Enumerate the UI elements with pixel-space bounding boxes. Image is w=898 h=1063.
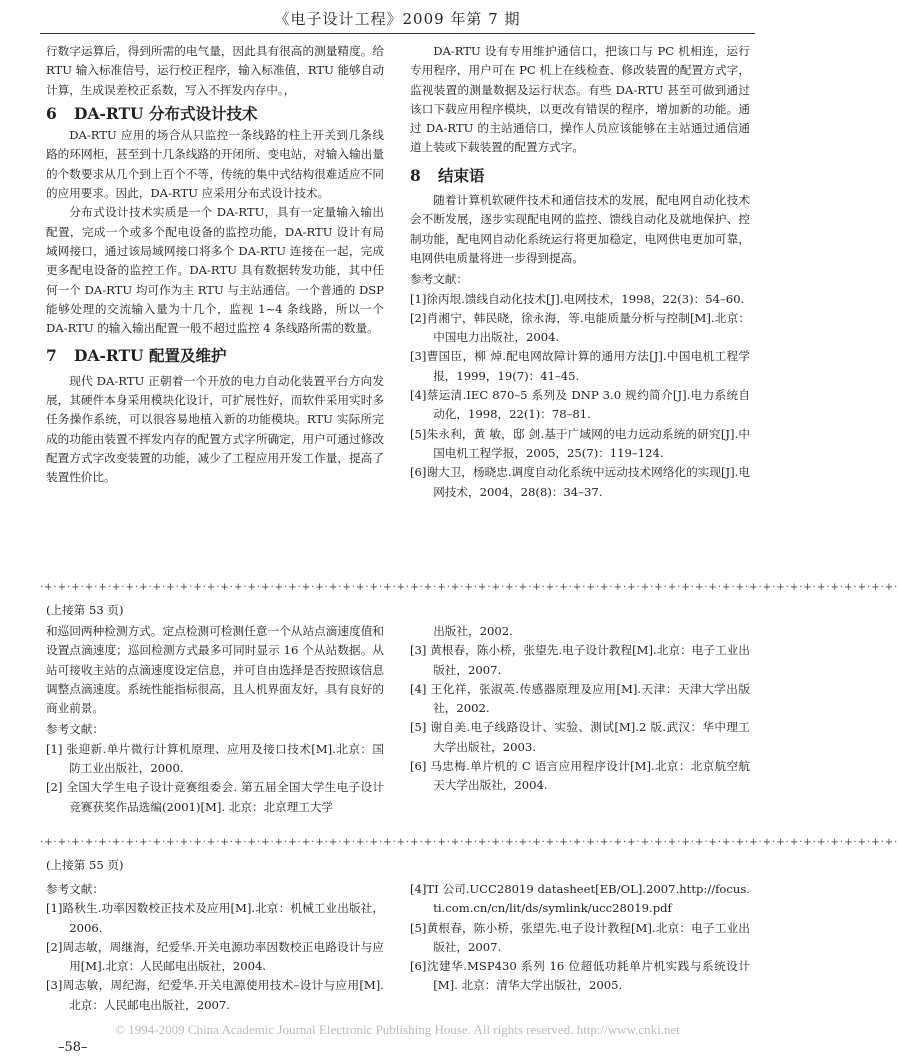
continued-paragraph: 行数字运算后，得到所需的电气量，因此具有很高的测量精度。给 RTU 输入标准信号，运行校正程序，输入标准值，RTU 能够自动计算，生成误差校正系数，写入不挥发内存中。， bbox=[46, 44, 384, 97]
reference-item: [2] 全国大学生电子设计竞赛组委会. 第五届全国大学生电子设计竞赛获奖作品选编(2001)[M]. 北京：北京理工大学 bbox=[46, 780, 384, 814]
references-title: 参考文献： bbox=[410, 272, 468, 287]
section-number: 7 bbox=[46, 346, 57, 366]
reference-item: [2]肖湘宁，韩民晓，徐永海，等.电能质量分析与控制[M].北京：中国电力出版社，2004. bbox=[410, 310, 750, 345]
reference-item: [6] 马忠梅.单片机的 C 语言应用程序设计[M].北京：北京航空航天大学出版社，2004. bbox=[410, 759, 750, 793]
reference-item: [3] 黄根春，陈小桥，张望先.电子设计教程[M].北京：电子工业出版社，2007. bbox=[410, 643, 750, 677]
section-6-heading bbox=[46, 104, 384, 123]
section-number: 6 bbox=[46, 103, 57, 123]
top-right-column bbox=[410, 42, 750, 502]
paragraph: 随着计算机软硬件技术和通信技术的发展，配电网自动化技术会不断发展，逐步实现配电网的监控、馈线自动化及就地保护、控制功能，配电网自动化系统运行将更加稳定，电网供电更加可靠，电网供电质量将进一步得到提高。 bbox=[410, 193, 750, 265]
references-title: 参考文献： bbox=[46, 722, 104, 737]
reference-item: [3]曹国臣，柳 焯.配电网故障计算的通用方法[J].中国电机工程学报，1999，19(7)：41–45. bbox=[410, 349, 750, 383]
reference-item: [5]朱永利，黄 敏，邸 剑.基于广域网的电力远动系统的研究[J].中国电机工程学报，2005，25(7)：119–124. bbox=[410, 426, 750, 460]
reference-item: [5] 谢自美.电子线路设计、实验、测试[M].2 版.武汉：华中理工大学出版社，2003. bbox=[410, 720, 750, 754]
reference-continuation: 出版社，2002. bbox=[433, 624, 513, 638]
reference-item: [3]周志敏，周纪海，纪爱华.开关电源使用技术–设计与应用[M].北京：人民邮电出版社，2007. bbox=[46, 978, 384, 1012]
continued-from-label: (上接第 53 页) bbox=[46, 603, 124, 617]
reference-item: [4]蔡运清.IEC 870–5 系列及 DNP 3.0 规约简介[J].电力系统自动化，1998，22(1)：78–81. bbox=[410, 388, 750, 422]
section-separator: ·+·+·+·+·+·+·+·+·+·+·+·+·+·+·+·+·+·+·+·+·+·+·+·+·+·+·+·+·+·+·+·+·+·+·+·+·+·+·+·+·+·+·+·+·+·+·+·+·+·+·+·+·+·+·+·+·+·+·+·+·+·+·+· bbox=[40, 837, 898, 848]
paragraph: DA-RTU 应用的场合从只监控一条线路的柱上开关到几条线路的环网柜，甚至到十几条线路的开闭所、变电站，对输入输出量的个数要求从几个到上百个不等，传统的集中式结构很难适应不同的应用要求。因此，DA-RTU 应采用分布式设计技术。 bbox=[46, 128, 384, 201]
continued-from-label: (上接第 55 页) bbox=[46, 858, 124, 872]
top-left-column bbox=[46, 42, 384, 488]
section-title: DA-RTU 配置及维护 bbox=[74, 346, 227, 366]
middle-left-column bbox=[46, 622, 384, 817]
reference-item: [6]谢大卫，杨晓忠.调度自动化系统中远动技术网络化的实现[J].电网技术，2004，28(8)：34–37. bbox=[410, 465, 750, 499]
bottom-right-column bbox=[410, 880, 750, 996]
section-8-heading bbox=[410, 166, 750, 185]
reference-item: [2]周志敏，周继海，纪爱华.开关电源功率因数校正电路设计与应用[M].北京：人民邮电出版社，2004. bbox=[46, 939, 384, 974]
reference-item: [5]黄根春，陈小桥，张望先.电子设计教程[M].北京：电子工业出版社，2007. bbox=[410, 920, 750, 954]
section-separator: ·+·+·+·+·+·+·+·+·+·+·+·+·+·+·+·+·+·+·+·+·+·+·+·+·+·+·+·+·+·+·+·+·+·+·+·+·+·+·+·+·+·+·+·+·+·+·+·+·+·+·+·+·+·+·+·+·+·+·+·+·+·+·+· bbox=[40, 582, 898, 593]
paragraph: DA-RTU 设有专用维护通信口，把该口与 PC 机相连，运行专用程序，用户可在 PC 机上在线检查、修改装置的配置方式字，监视装置的测量数据及运行状态。有些 DA-RTU 甚至可做到通过该口下载应用程序模块，以更改有错误的程序，增加新的功能。通过 DA-RTU 的主站通信口，操作人员应该能够在主站通过通信通道上装或下载装置的配置方式字。 bbox=[410, 44, 750, 155]
reference-item: [6]沈建华.MSP430 系列 16 位超低功耗单片机实践与系统设计[M]. 北京：清华大学出版社，2005. bbox=[410, 959, 750, 993]
section-number: 8 bbox=[410, 165, 421, 185]
section-7-heading bbox=[46, 346, 384, 365]
section-title: DA-RTU 分布式设计技术 bbox=[74, 103, 258, 123]
reference-item: [1] 张迎新.单片微行计算机原理、应用及接口技术[M].北京：国防工业出版社，2000. bbox=[46, 741, 384, 776]
header-rule bbox=[40, 33, 755, 34]
references-title: 参考文献： bbox=[46, 882, 104, 896]
section-title: 结束语 bbox=[438, 165, 485, 185]
reference-item: [1]徐丙垠.馈线自动化技术[J].电网技术，1998，22(3)：54–60. bbox=[410, 291, 745, 306]
reference-item: [4]TI 公司.UCC28019 datasheet[EB/OL].2007.http://focus.ti.com.cn/cn/lit/ds/symlink/ucc28019.pdf bbox=[410, 882, 750, 916]
reference-item: [1]路秋生.功率因数校正技术及应用[M].北京：机械工业出版社，2006. bbox=[46, 901, 384, 935]
paragraph: 和巡回两种检测方式。定点检测可检测任意一个从站点滴速度值和设置点滴速度；巡回检测方式最多可同时显示 16 个从站数据。从站可接收主站的点滴速度设定信息，并可自由选择是否按照该信息调整点滴速度。系统性能指标很高，且人机界面友好，具有良好的商业前景。 bbox=[46, 624, 384, 716]
bottom-left-column bbox=[46, 878, 384, 1015]
paragraph: 现代 DA-RTU 正朝着一个开放的电力自动化装置平台方向发展，其硬件本身采用模块化设计，可扩展性好，而软件采用实时多任务操作系统，可以很容易地植入新的功能模块。RTU 实际所完成的功能由装置不挥发内存的配置方式字所确定，用户可通过修改配置方式字改变装置的功能，减少了工程应用开发工作量，提高了装置性价比。 bbox=[46, 373, 384, 485]
copyright-watermark: © 1994-2009 China Academic Journal Electronic Publishing House. All rights reserved. http://www.cnki.net bbox=[115, 1022, 680, 1037]
page-number: –58– bbox=[58, 1040, 88, 1055]
running-header: 《电子设计工程》2009 年第 7 期 bbox=[274, 10, 521, 28]
middle-right-column bbox=[410, 622, 750, 796]
paragraph: 分布式设计技术实质是一个 DA-RTU，具有一定量输入输出配置，完成一个或多个配电设备的监控功能，DA-RTU 设计有局域网接口，通过该局域网接口将多个 DA-RTU 连接在一起，完成更多配电设备的监控工作。DA-RTU 具有数据转发功能，其中任何一个 DA-RTU 均可作为主 RTU 与主站通信。一个普通的 DSP 能够处理的交流输入量为十几个，监视 1~4 条线路，所以一个 DA-RTU 的输入输出配置一般不超过监控 4 条线路所需的数量。 bbox=[46, 205, 384, 336]
reference-item: [4] 王化祥，张淑英.传感器原理及应用[M].天津：天津大学出版社，2002. bbox=[410, 681, 750, 716]
